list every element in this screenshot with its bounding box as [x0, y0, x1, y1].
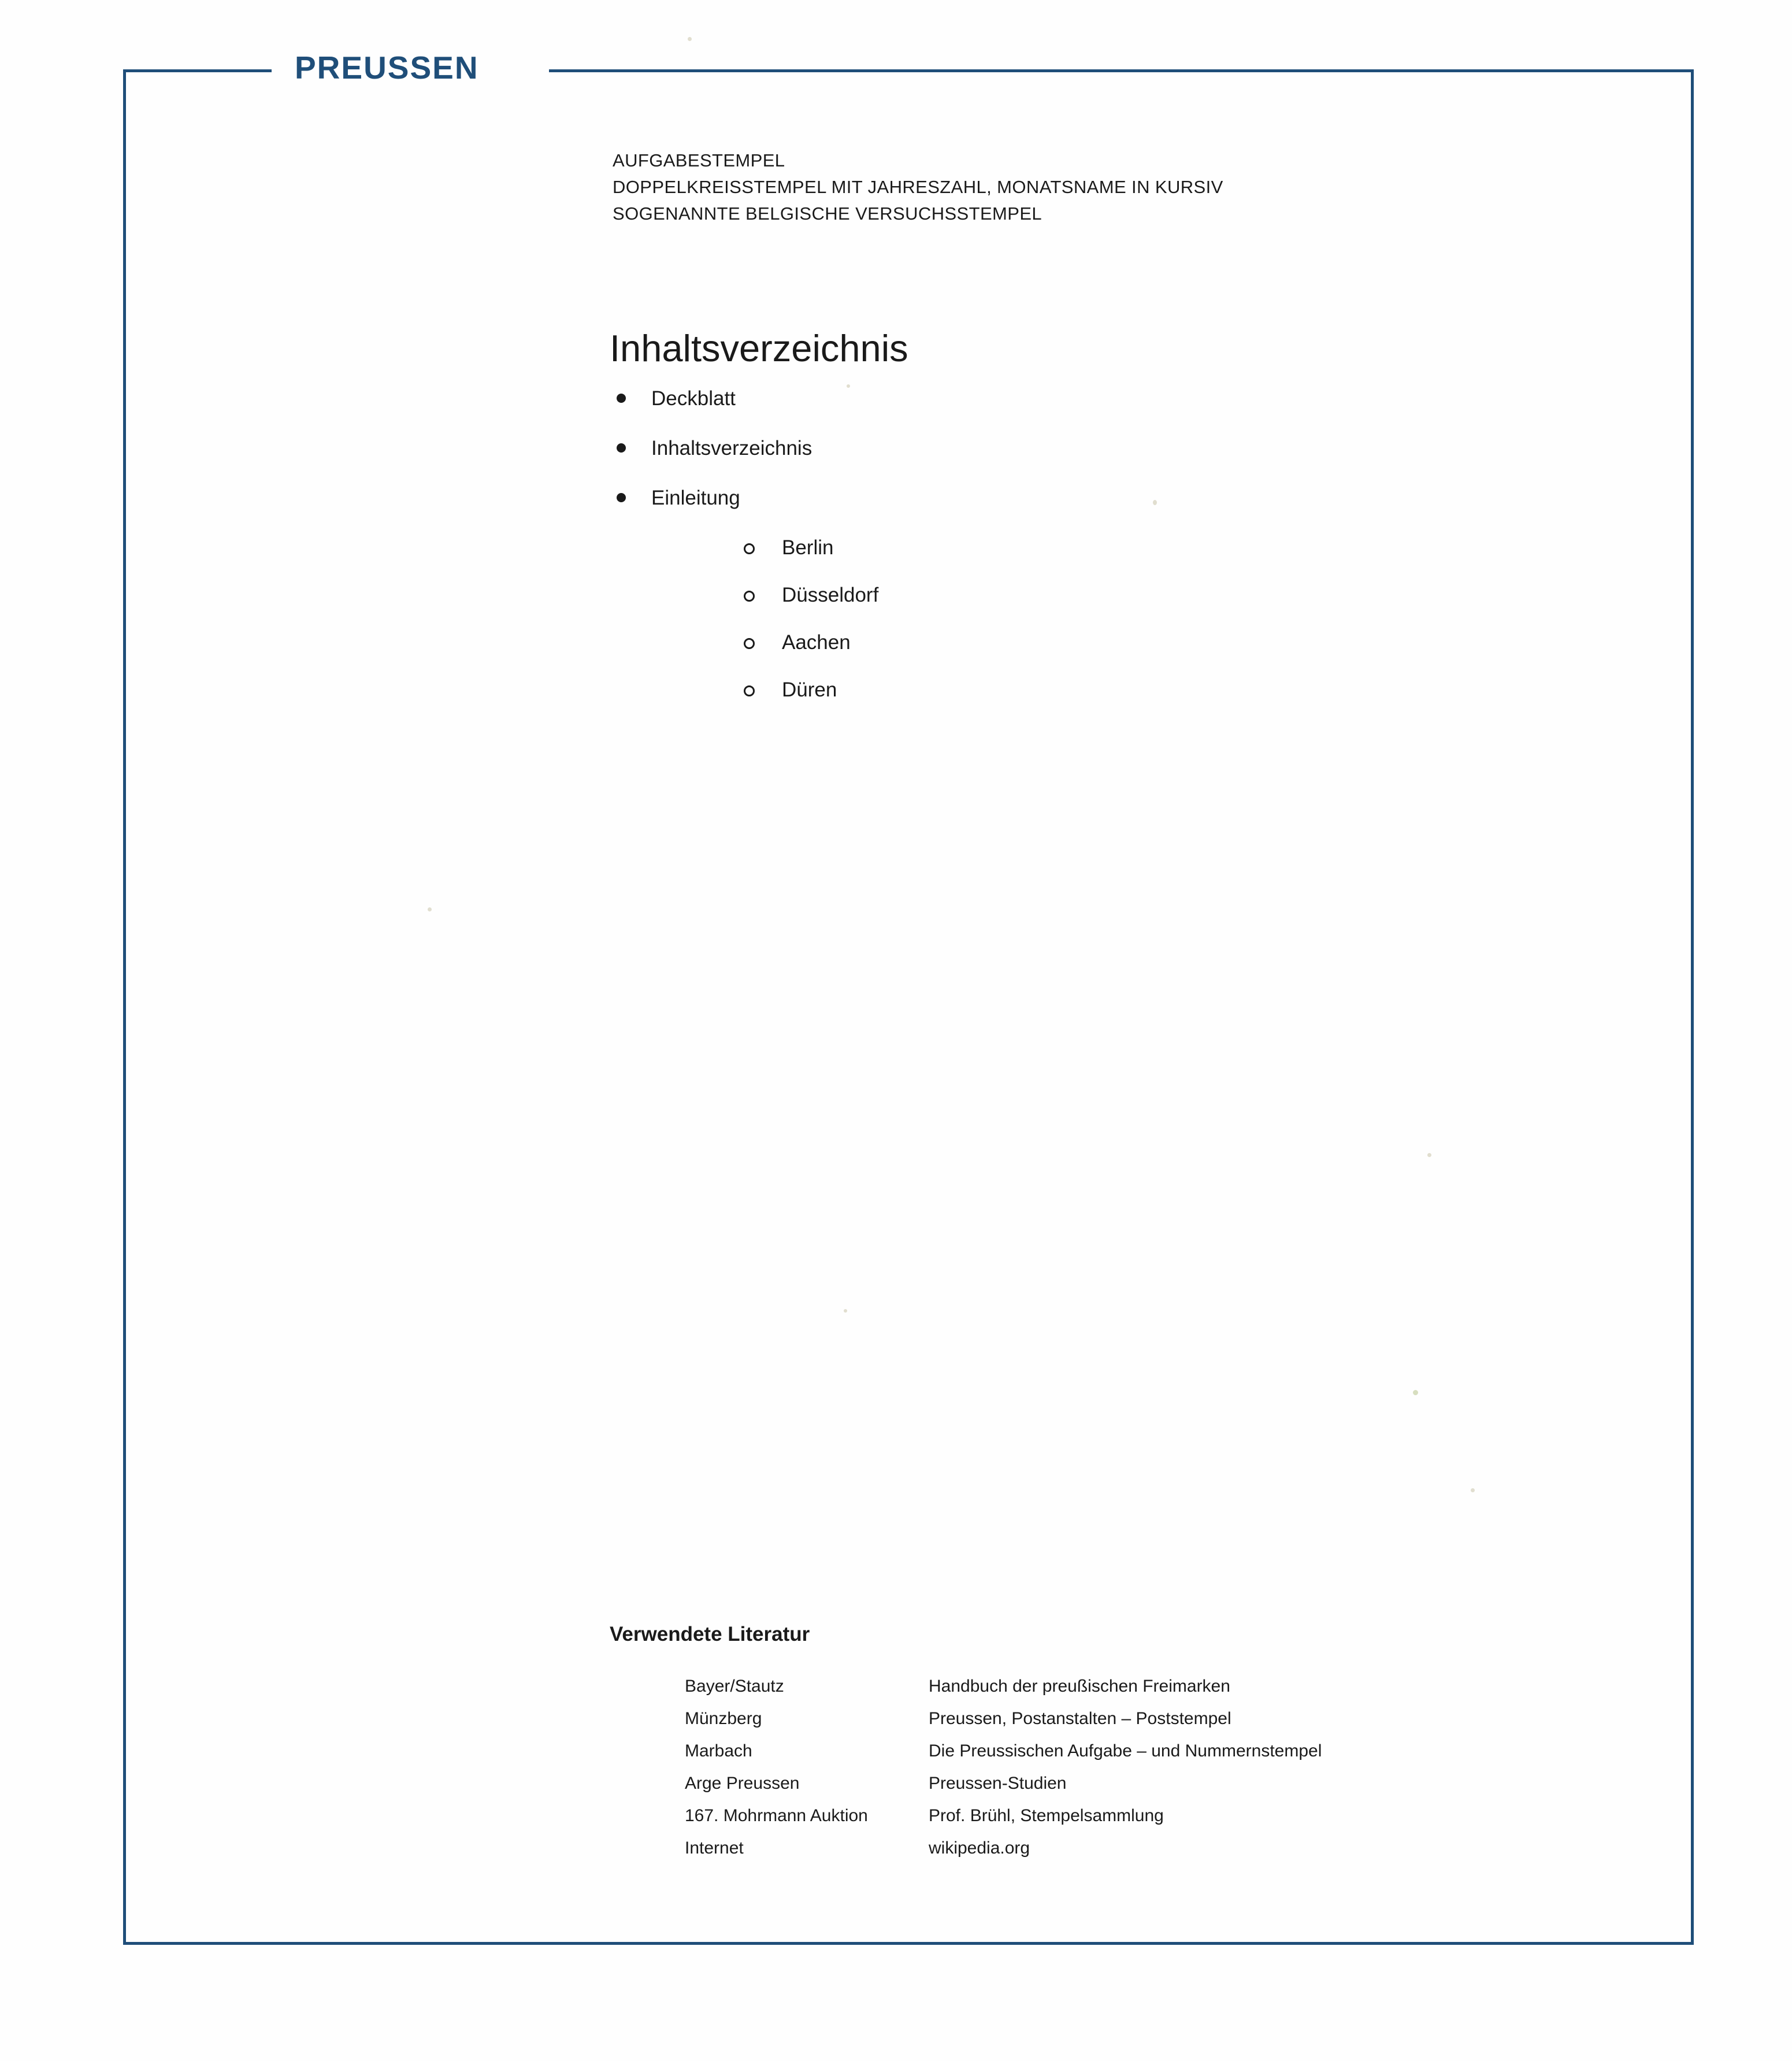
toc-subitem-dueren[interactable]	[651, 676, 1419, 723]
toc-subitem-label: Düsseldorf	[782, 584, 879, 606]
bullet-icon	[617, 443, 626, 453]
circle-bullet-icon	[744, 543, 755, 554]
toc-subitem-label: Berlin	[782, 536, 834, 559]
page-title: PREUSSEN	[295, 50, 479, 86]
literature-work: Die Preussischen Aufgabe – und Nummernstempel	[929, 1741, 1322, 1760]
bullet-icon	[617, 493, 626, 502]
bullet-icon	[617, 394, 626, 403]
scan-speck	[428, 907, 432, 911]
literature-work: Preussen, Postanstalten – Poststempel	[929, 1709, 1231, 1728]
literature-work: wikipedia.org	[929, 1838, 1030, 1858]
scan-speck	[1427, 1153, 1431, 1157]
table-row	[685, 1800, 1322, 1832]
scan-speck	[847, 384, 850, 388]
caption-line-2: DOPPELKREISSTEMPEL MIT JAHRESZAHL, MONATSNAME IN KURSIV	[613, 177, 1223, 197]
table-row	[685, 1767, 1322, 1800]
table-row	[685, 1832, 1322, 1864]
literature-source: Internet	[685, 1838, 744, 1858]
table-row	[685, 1735, 1322, 1767]
caption-line-3: SOGENANNTE BELGISCHE VERSUCHSSTEMPEL	[613, 203, 1042, 224]
toc-heading: Inhaltsverzeichnis	[610, 327, 908, 369]
circle-bullet-icon	[744, 591, 755, 602]
toc-sublist-einleitung	[651, 533, 1419, 723]
table-row	[685, 1670, 1322, 1703]
toc-item-label: Deckblatt	[651, 387, 736, 410]
toc-subitem-berlin[interactable]	[651, 533, 1419, 581]
caption-line-1: AUFGABESTEMPEL	[613, 150, 785, 170]
caption-block	[613, 147, 1537, 227]
toc-subitem-label: Aachen	[782, 631, 851, 654]
literature-source: 167. Mohrmann Auktion	[685, 1806, 868, 1825]
toc-item-label: Inhaltsverzeichnis	[651, 437, 812, 459]
table-of-contents	[610, 384, 1419, 744]
toc-subitem-label: Düren	[782, 679, 837, 701]
toc-item-deckblatt[interactable]	[610, 384, 1419, 434]
literature-source: Arge Preussen	[685, 1774, 800, 1793]
literature-work: Preussen-Studien	[929, 1774, 1067, 1793]
toc-item-inhaltsverzeichnis[interactable]	[610, 434, 1419, 484]
scan-speck	[844, 1309, 847, 1313]
page-border-frame	[123, 69, 1694, 1945]
literature-heading: Verwendete Literatur	[610, 1623, 810, 1645]
literature-source: Bayer/Stautz	[685, 1677, 784, 1696]
scan-speck	[1471, 1488, 1475, 1492]
scan-speck	[688, 37, 692, 41]
toc-list	[610, 384, 1419, 744]
toc-item-label: Einleitung	[651, 487, 740, 509]
literature-table	[685, 1670, 1322, 1864]
table-row	[685, 1703, 1322, 1735]
literature-work: Prof. Brühl, Stempelsammlung	[929, 1806, 1164, 1825]
toc-subitem-aachen[interactable]	[651, 628, 1419, 676]
circle-bullet-icon	[744, 685, 755, 696]
toc-item-einleitung[interactable]	[610, 484, 1419, 744]
literature-source: Münzberg	[685, 1709, 762, 1728]
scan-speck	[1153, 500, 1157, 505]
scan-speck	[1413, 1390, 1418, 1395]
toc-subitem-duesseldorf[interactable]	[651, 581, 1419, 628]
circle-bullet-icon	[744, 638, 755, 649]
literature-source: Marbach	[685, 1741, 752, 1760]
literature-work: Handbuch der preußischen Freimarken	[929, 1677, 1230, 1696]
